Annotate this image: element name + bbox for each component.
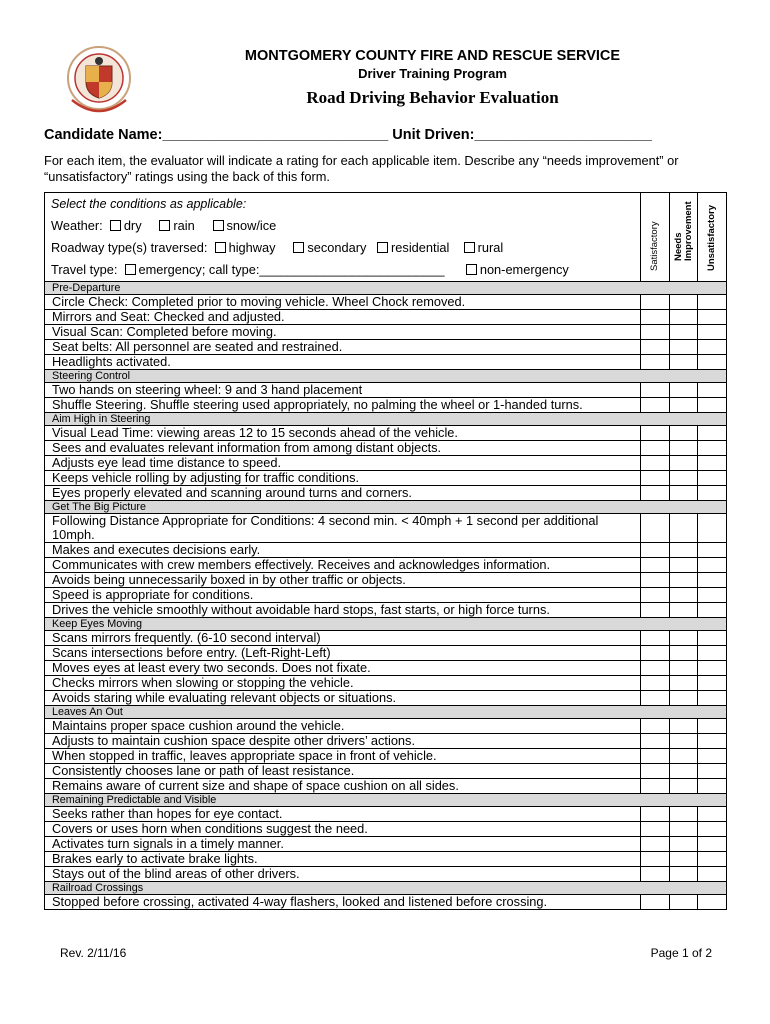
travel-nonemergency-checkbox[interactable] — [466, 264, 477, 275]
evaluation-item-row — [45, 310, 727, 325]
evaluation-item-text: Avoids being unnecessarily boxed in by other traffic or objects. — [45, 573, 641, 588]
rating-unsatisfactory-cell[interactable] — [698, 734, 727, 749]
rating-unsatisfactory-cell[interactable] — [698, 355, 727, 370]
evaluation-item-row — [45, 295, 727, 310]
evaluation-item-row — [45, 558, 727, 573]
rating-satisfactory-cell[interactable] — [641, 486, 670, 501]
revision-date: Rev. 2/11/16 — [60, 946, 127, 960]
evaluation-item-text: Checks mirrors when slowing or stopping the vehicle. — [45, 676, 641, 691]
evaluation-item-row — [45, 426, 727, 441]
satisfactory-header: Satisfactory — [649, 221, 660, 271]
travel-line — [51, 259, 634, 281]
travel-nonemergency-label: non-emergency — [479, 262, 569, 277]
rating-unsatisfactory-cell[interactable] — [698, 426, 727, 441]
rating-unsatisfactory-cell[interactable] — [698, 822, 727, 837]
rating-needs-improvement-cell[interactable] — [670, 543, 698, 558]
rating-unsatisfactory-cell[interactable] — [698, 325, 727, 340]
rating-unsatisfactory-cell[interactable] — [698, 573, 727, 588]
rating-unsatisfactory-cell[interactable] — [698, 837, 727, 852]
roadway-residential-label: residential — [391, 240, 450, 255]
rating-needs-improvement-cell[interactable] — [670, 471, 698, 486]
section-title: Aim High in Steering — [45, 413, 727, 426]
evaluation-item-text: Adjusts to maintain cushion space despite other drivers’ actions. — [45, 734, 641, 749]
evaluation-item-text: Seat belts: All personnel are seated and restrained. — [45, 340, 641, 355]
rating-unsatisfactory-cell[interactable] — [698, 852, 727, 867]
rating-needs-improvement-cell[interactable] — [670, 852, 698, 867]
rating-unsatisfactory-cell[interactable] — [698, 603, 727, 618]
evaluation-item-text: Visual Scan: Completed before moving. — [45, 325, 641, 340]
rating-needs-improvement-cell[interactable] — [670, 895, 698, 910]
evaluation-item-text: Headlights activated. — [45, 355, 641, 370]
evaluation-item-text: Covers or uses horn when conditions suggest the need. — [45, 822, 641, 837]
evaluation-item-text: Shuffle Steering. Shuffle steering used appropriately, no palming the wheel or 1-handed turns. — [45, 398, 641, 413]
evaluation-item-row — [45, 441, 727, 456]
section-header-row — [45, 794, 727, 807]
evaluation-item-text: Eyes properly elevated and scanning around turns and corners. — [45, 486, 641, 501]
rating-unsatisfactory-cell[interactable] — [698, 646, 727, 661]
rating-unsatisfactory-cell[interactable] — [698, 543, 727, 558]
evaluation-item-row — [45, 325, 727, 340]
evaluation-item-text: Speed is appropriate for conditions. — [45, 588, 641, 603]
section-title: Steering Control — [45, 370, 727, 383]
rating-unsatisfactory-cell[interactable] — [698, 807, 727, 822]
evaluation-item-text: Keeps vehicle rolling by adjusting for traffic conditions. — [45, 471, 641, 486]
rating-needs-improvement-cell[interactable] — [670, 295, 698, 310]
conditions-cell — [45, 193, 641, 282]
rating-satisfactory-cell[interactable] — [641, 895, 670, 910]
weather-dry-checkbox[interactable] — [110, 220, 121, 231]
evaluation-item-row — [45, 514, 727, 543]
rating-needs-improvement-cell[interactable] — [670, 676, 698, 691]
evaluation-item-text: Scans intersections before entry. (Left-Right-Left) — [45, 646, 641, 661]
rating-satisfactory-cell[interactable] — [641, 588, 670, 603]
rating-satisfactory-cell[interactable] — [641, 734, 670, 749]
evaluation-item-row — [45, 852, 727, 867]
rating-needs-improvement-cell[interactable] — [670, 661, 698, 676]
rating-unsatisfactory-cell[interactable] — [698, 631, 727, 646]
unit-driven-field[interactable]: ______________________ — [474, 127, 652, 143]
rating-unsatisfactory-cell[interactable] — [698, 340, 727, 355]
rating-needs-improvement-cell[interactable] — [670, 398, 698, 413]
evaluation-item-text: Makes and executes decisions early. — [45, 543, 641, 558]
rating-needs-improvement-cell[interactable] — [670, 631, 698, 646]
rating-needs-improvement-cell[interactable] — [670, 426, 698, 441]
agency-name: MONTGOMERY COUNTY FIRE AND RESCUE SERVICE — [244, 48, 621, 64]
rating-satisfactory-cell[interactable] — [641, 383, 670, 398]
rating-needs-improvement-cell[interactable] — [670, 486, 698, 501]
evaluation-item-row — [45, 383, 727, 398]
weather-line — [51, 215, 634, 237]
rating-unsatisfactory-cell[interactable] — [698, 749, 727, 764]
weather-label: Weather: — [51, 218, 103, 233]
section-header-row — [45, 706, 727, 719]
section-title: Remaining Predictable and Visible — [45, 794, 727, 807]
rating-unsatisfactory-cell[interactable] — [698, 441, 727, 456]
rating-satisfactory-cell[interactable] — [641, 558, 670, 573]
rating-unsatisfactory-cell[interactable] — [698, 310, 727, 325]
rating-unsatisfactory-cell[interactable] — [698, 456, 727, 471]
rating-satisfactory-cell[interactable] — [641, 325, 670, 340]
evaluation-item-row — [45, 807, 727, 822]
page-number: Page 1 of 2 — [650, 946, 712, 960]
evaluation-item-text: Brakes early to activate brake lights. — [45, 852, 641, 867]
evaluation-item-row — [45, 543, 727, 558]
evaluation-item-row — [45, 398, 727, 413]
rating-needs-improvement-cell[interactable] — [670, 867, 698, 882]
rating-needs-improvement-cell[interactable] — [670, 588, 698, 603]
rating-satisfactory-cell[interactable] — [641, 456, 670, 471]
evaluation-item-row — [45, 734, 727, 749]
rating-needs-improvement-cell[interactable] — [670, 325, 698, 340]
conditions-row — [45, 193, 727, 282]
evaluation-item-row — [45, 779, 727, 794]
evaluation-item-text: Circle Check: Completed prior to moving vehicle. Wheel Chock removed. — [45, 295, 641, 310]
rating-needs-improvement-cell[interactable] — [670, 749, 698, 764]
rating-needs-improvement-cell[interactable] — [670, 603, 698, 618]
roadway-residential-checkbox[interactable] — [377, 242, 388, 253]
evaluation-item-row — [45, 764, 727, 779]
weather-snow-checkbox[interactable] — [213, 220, 224, 231]
rating-unsatisfactory-cell[interactable] — [698, 486, 727, 501]
needs-improvement-header — [674, 181, 694, 261]
evaluation-item-row — [45, 661, 727, 676]
rating-satisfactory-cell[interactable] — [641, 807, 670, 822]
evaluation-item-row — [45, 676, 727, 691]
rating-needs-improvement-cell[interactable] — [670, 822, 698, 837]
evaluation-item-text: Activates turn signals in a timely manner. — [45, 837, 641, 852]
rating-needs-improvement-cell[interactable] — [670, 646, 698, 661]
evaluation-item-text: Consistently chooses lane or path of least resistance. — [45, 764, 641, 779]
weather-rain-label: rain — [173, 218, 195, 233]
evaluation-item-text: Seeks rather than hopes for eye contact. — [45, 807, 641, 822]
candidate-name-field[interactable]: ____________________________ — [162, 127, 389, 143]
rating-unsatisfactory-cell[interactable] — [698, 383, 727, 398]
evaluation-item-row — [45, 867, 727, 882]
roadway-secondary-checkbox[interactable] — [293, 242, 304, 253]
evaluation-item-text: When stopped in traffic, leaves appropriate space in front of vehicle. — [45, 749, 641, 764]
evaluation-item-row — [45, 456, 727, 471]
program-name: Driver Training Program — [358, 66, 507, 81]
rating-satisfactory-cell[interactable] — [641, 764, 670, 779]
evaluation-item-text: Drives the vehicle smoothly without avoidable hard stops, fast starts, or high force turns. — [45, 603, 641, 618]
rating-needs-improvement-cell[interactable] — [670, 719, 698, 734]
rating-needs-improvement-cell[interactable] — [670, 837, 698, 852]
evaluation-item-row — [45, 355, 727, 370]
rating-satisfactory-cell[interactable] — [641, 719, 670, 734]
evaluation-item-text: Avoids staring while evaluating relevant objects or situations. — [45, 691, 641, 706]
evaluation-item-text: Communicates with crew members effectively. Receives and acknowledges information. — [45, 558, 641, 573]
rating-satisfactory-cell[interactable] — [641, 867, 670, 882]
rating-unsatisfactory-cell[interactable] — [698, 471, 727, 486]
col-header-unsatisfactory — [698, 193, 727, 282]
rating-unsatisfactory-cell[interactable] — [698, 558, 727, 573]
rating-satisfactory-cell[interactable] — [641, 691, 670, 706]
section-header-row — [45, 413, 727, 426]
section-title: Keep Eyes Moving — [45, 618, 727, 631]
section-header-row — [45, 618, 727, 631]
unit-label: Unit Driven: — [392, 127, 475, 143]
evaluation-item-row — [45, 646, 727, 661]
evaluation-item-text: Two hands on steering wheel: 9 and 3 hand placement — [45, 383, 641, 398]
rating-needs-improvement-cell[interactable] — [670, 779, 698, 794]
travel-label: Travel type: — [51, 262, 118, 277]
rating-satisfactory-cell[interactable] — [641, 471, 670, 486]
section-title: Get The Big Picture — [45, 501, 727, 514]
weather-rain-checkbox[interactable] — [159, 220, 170, 231]
rating-satisfactory-cell[interactable] — [641, 441, 670, 456]
rating-satisfactory-cell[interactable] — [641, 573, 670, 588]
roadway-rural-checkbox[interactable] — [464, 242, 475, 253]
evaluation-item-text: Sees and evaluates relevant information from among distant objects. — [45, 441, 641, 456]
instructions: For each item, the evaluator will indicate a rating for each applicable item. Describe any “needs improvement” or “unsatisfactory” ratings using the back of this form. — [44, 153, 679, 184]
rating-satisfactory-cell[interactable] — [641, 646, 670, 661]
rating-unsatisfactory-cell[interactable] — [698, 867, 727, 882]
evaluation-item-row — [45, 822, 727, 837]
rating-needs-improvement-cell[interactable] — [670, 573, 698, 588]
evaluation-item-text: Maintains proper space cushion around the vehicle. — [45, 719, 641, 734]
roadway-highway-checkbox[interactable] — [215, 242, 226, 253]
rating-unsatisfactory-cell[interactable] — [698, 588, 727, 603]
rating-needs-improvement-cell[interactable] — [670, 558, 698, 573]
rating-satisfactory-cell[interactable] — [641, 543, 670, 558]
evaluation-item-row — [45, 691, 727, 706]
roadway-secondary-label: secondary — [307, 240, 367, 255]
rating-satisfactory-cell[interactable] — [641, 355, 670, 370]
roadway-line — [51, 237, 634, 259]
rating-satisfactory-cell[interactable] — [641, 676, 670, 691]
evaluation-item-text: Stays out of the blind areas of other drivers. — [45, 867, 641, 882]
rating-satisfactory-cell[interactable] — [641, 340, 670, 355]
rating-unsatisfactory-cell[interactable] — [698, 295, 727, 310]
rating-needs-improvement-cell[interactable] — [670, 734, 698, 749]
section-header-row — [45, 501, 727, 514]
rating-unsatisfactory-cell[interactable] — [698, 764, 727, 779]
rating-satisfactory-cell[interactable] — [641, 295, 670, 310]
rating-needs-improvement-cell[interactable] — [670, 355, 698, 370]
rating-satisfactory-cell[interactable] — [641, 426, 670, 441]
col-header-needs-improvement — [670, 193, 698, 282]
rating-needs-improvement-cell[interactable] — [670, 310, 698, 325]
evaluation-item-row — [45, 471, 727, 486]
rating-satisfactory-cell[interactable] — [641, 749, 670, 764]
needs-improvement-header-text: Needs Improvement — [672, 201, 694, 261]
evaluation-item-row — [45, 749, 727, 764]
rating-needs-improvement-cell[interactable] — [670, 764, 698, 779]
conditions-heading: Select the conditions as applicable: — [51, 197, 247, 211]
evaluation-item-text: Scans mirrors frequently. (6-10 second interval) — [45, 631, 641, 646]
evaluation-item-text: Moves eyes at least every two seconds. Does not fixate. — [45, 661, 641, 676]
section-title: Pre-Departure — [45, 282, 727, 295]
rating-satisfactory-cell[interactable] — [641, 661, 670, 676]
evaluation-item-text: Remains aware of current size and shape of space cushion on all sides. — [45, 779, 641, 794]
evaluation-item-text: Mirrors and Seat: Checked and adjusted. — [45, 310, 641, 325]
rating-unsatisfactory-cell[interactable] — [698, 676, 727, 691]
rating-satisfactory-cell[interactable] — [641, 398, 670, 413]
evaluation-table — [44, 192, 727, 910]
evaluation-item-row — [45, 588, 727, 603]
evaluation-item-row — [45, 837, 727, 852]
rating-needs-improvement-cell[interactable] — [670, 691, 698, 706]
rating-unsatisfactory-cell[interactable] — [698, 719, 727, 734]
rating-unsatisfactory-cell[interactable] — [698, 661, 727, 676]
evaluation-item-row — [45, 340, 727, 355]
rating-satisfactory-cell[interactable] — [641, 310, 670, 325]
evaluation-item-row — [45, 719, 727, 734]
candidate-unit-line — [44, 127, 652, 143]
evaluation-item-text: Adjusts eye lead time distance to speed. — [45, 456, 641, 471]
rating-satisfactory-cell[interactable] — [641, 514, 670, 543]
rating-satisfactory-cell[interactable] — [641, 603, 670, 618]
section-header-row — [45, 282, 727, 295]
evaluation-item-text: Visual Lead Time: viewing areas 12 to 15 seconds ahead of the vehicle. — [45, 426, 641, 441]
rating-unsatisfactory-cell[interactable] — [698, 895, 727, 910]
section-title: Leaves An Out — [45, 706, 727, 719]
evaluation-item-text: Stopped before crossing, activated 4-way flashers, looked and listened before crossing. — [45, 895, 641, 910]
col-header-satisfactory — [641, 193, 670, 282]
evaluation-item-row — [45, 486, 727, 501]
candidate-label: Candidate Name: — [44, 127, 163, 143]
rating-needs-improvement-cell[interactable] — [670, 340, 698, 355]
rating-needs-improvement-cell[interactable] — [670, 514, 698, 543]
rating-needs-improvement-cell[interactable] — [670, 456, 698, 471]
rating-needs-improvement-cell[interactable] — [670, 441, 698, 456]
rating-needs-improvement-cell[interactable] — [670, 807, 698, 822]
roadway-highway-label: highway — [228, 240, 276, 255]
evaluation-item-row — [45, 573, 727, 588]
rating-satisfactory-cell[interactable] — [641, 779, 670, 794]
evaluation-item-row — [45, 895, 727, 910]
rating-satisfactory-cell[interactable] — [641, 631, 670, 646]
rating-unsatisfactory-cell[interactable] — [698, 691, 727, 706]
travel-emergency-checkbox[interactable] — [125, 264, 136, 275]
rating-satisfactory-cell[interactable] — [641, 837, 670, 852]
rating-needs-improvement-cell[interactable] — [670, 383, 698, 398]
rating-unsatisfactory-cell[interactable] — [698, 514, 727, 543]
weather-snow-label: snow/ice — [226, 218, 277, 233]
mcfrs-logo — [64, 44, 134, 120]
rating-satisfactory-cell[interactable] — [641, 852, 670, 867]
travel-emergency-label: emergency; call type:__________________________ — [138, 262, 445, 277]
evaluation-item-text: Following Distance Appropriate for Conditions: 4 second min. < 40mph + 1 second per additional 10mph. — [45, 514, 641, 543]
roadway-label: Roadway type(s) traversed: — [51, 240, 208, 255]
form-title: Road Driving Behavior Evaluation — [306, 88, 559, 107]
evaluation-item-row — [45, 603, 727, 618]
rating-unsatisfactory-cell[interactable] — [698, 779, 727, 794]
rating-satisfactory-cell[interactable] — [641, 822, 670, 837]
section-title: Railroad Crossings — [45, 882, 727, 895]
section-header-row — [45, 882, 727, 895]
section-header-row — [45, 370, 727, 383]
rating-unsatisfactory-cell[interactable] — [698, 398, 727, 413]
unsatisfactory-header: Unsatisfactory — [706, 205, 717, 271]
weather-dry-label: dry — [123, 218, 142, 233]
evaluation-item-row — [45, 631, 727, 646]
roadway-rural-label: rural — [477, 240, 504, 255]
